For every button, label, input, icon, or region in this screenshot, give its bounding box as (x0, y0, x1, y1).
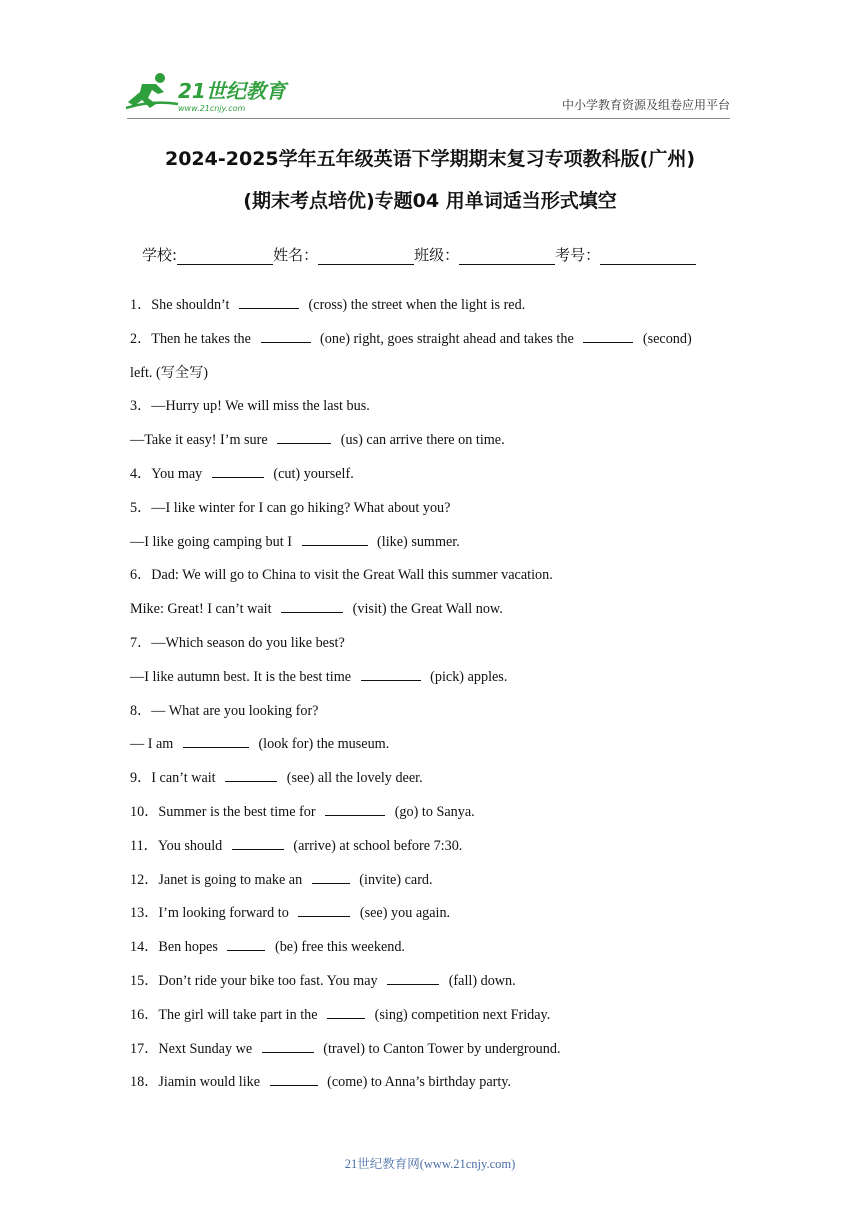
school-label: 学校: (142, 246, 178, 264)
question-line (130, 666, 730, 700)
question-line (130, 362, 730, 396)
question-text: (visit) the Great Wall now. (349, 601, 503, 618)
question-text: (sing) competition next Friday. (371, 1006, 551, 1023)
question-text: —I like autumn best. It is the best time (130, 668, 355, 685)
question-text: (like) summer. (373, 533, 460, 550)
question-line (130, 733, 730, 767)
question-line (130, 395, 730, 429)
question-text: (pick) apples. (426, 668, 508, 685)
question-text: 2．Then he takes the (130, 330, 255, 347)
answer-blank[interactable] (387, 970, 439, 985)
question-text: (see) all the lovely deer. (283, 770, 423, 787)
answer-blank[interactable] (327, 1004, 365, 1019)
question-line (130, 564, 730, 598)
header-divider (127, 118, 730, 119)
question-line (130, 632, 730, 666)
question-text: 16．The girl will take part in the (130, 1006, 322, 1023)
logo (122, 70, 292, 114)
question-line (130, 497, 730, 531)
question-text: (go) to Sanya. (391, 803, 475, 820)
answer-blank[interactable] (225, 767, 277, 782)
number-label: 考号： (555, 246, 601, 264)
number-field[interactable] (600, 246, 696, 265)
answer-blank[interactable] (583, 328, 633, 343)
question-text: (second) (639, 330, 692, 347)
question-text: (us) can arrive there on time. (337, 432, 505, 449)
answer-blank[interactable] (277, 429, 331, 444)
answer-blank[interactable] (261, 328, 311, 343)
question-line (130, 531, 730, 565)
question-line (130, 1071, 730, 1105)
question-text: (one) right, goes straight ahead and takes the (316, 330, 578, 347)
answer-blank[interactable] (239, 294, 299, 309)
question-text: 17．Next Sunday we (130, 1040, 256, 1057)
answer-blank[interactable] (227, 936, 265, 951)
question-text: 4．You may (130, 465, 206, 482)
platform-label: 中小学教育资源及组卷应用平台 (561, 98, 730, 112)
name-field[interactable] (318, 246, 414, 265)
question-text: (see) you again. (356, 905, 451, 922)
answer-blank[interactable] (232, 835, 284, 850)
question-text: left. (写全写) (130, 364, 209, 381)
answer-blank[interactable] (298, 902, 350, 917)
question-text: (invite) card. (355, 871, 433, 888)
question-text: (look for) the museum. (254, 736, 390, 753)
answer-blank[interactable] (270, 1071, 318, 1086)
page-title-line2: (期末考点培优)专题04 用单词适当形式填空 (243, 190, 617, 212)
answer-blank[interactable] (281, 598, 343, 613)
answer-blank[interactable] (183, 733, 249, 748)
question-line (130, 429, 730, 463)
runner-icon (126, 73, 178, 108)
question-text: 8．— What are you looking for? (130, 702, 319, 719)
question-text: — I am (130, 736, 177, 753)
question-text: 11．You should (130, 837, 226, 854)
answer-blank[interactable] (361, 666, 421, 681)
question-text: —Take it easy! I’m sure (130, 432, 272, 449)
question-line (130, 902, 730, 936)
question-text: (cross) the street when the light is red. (305, 297, 526, 313)
answer-blank[interactable] (325, 801, 385, 816)
logo-text: 21世纪教育 (178, 79, 286, 103)
school-field[interactable] (177, 246, 273, 265)
question-line (130, 598, 730, 632)
question-text: (fall) down. (445, 972, 516, 989)
question-text: (come) to Anna’s birthday party. (323, 1074, 512, 1091)
question-line (130, 869, 730, 903)
question-text: 1．She shouldn’t (130, 297, 233, 313)
question-text: 13．I’m looking forward to (130, 905, 293, 922)
question-line (130, 1004, 730, 1038)
question-text: —I like going camping but I (130, 533, 296, 550)
student-info-row (142, 244, 696, 265)
question-text: 6．Dad: We will go to China to visit the Great Wall this summer vacation. (130, 567, 553, 584)
answer-blank[interactable] (312, 869, 350, 884)
question-text: (arrive) at school before 7:30. (289, 837, 463, 854)
question-text: 5．—I like winter for I can go hiking? What about you? (130, 499, 451, 516)
question-text: 10．Summer is the best time for (130, 803, 320, 820)
answer-blank[interactable] (302, 531, 368, 546)
question-line (130, 835, 730, 869)
question-text: 3．—Hurry up! We will miss the last bus. (130, 398, 370, 415)
page-title-line1: 2024-2025学年五年级英语下学期期末复习专项教科版(广州) (164, 148, 696, 170)
logo-url: www.21cnjy.com (178, 104, 246, 113)
question-line (130, 970, 730, 1004)
name-label: 姓名： (273, 246, 319, 264)
question-text: (travel) to Canton Tower by underground. (319, 1040, 561, 1057)
question-list (130, 294, 730, 1105)
question-line (130, 700, 730, 734)
question-text: 12．Janet is going to make an (130, 871, 306, 888)
question-line (130, 936, 730, 970)
question-line (130, 294, 730, 328)
question-line (130, 767, 730, 801)
answer-blank[interactable] (262, 1038, 314, 1053)
footer-text: 21世纪教育网(www.21cnjy.com) (344, 1157, 516, 1171)
question-text: 9．I can’t wait (130, 770, 220, 787)
question-text: Mike: Great! I can’t wait (130, 601, 276, 618)
question-text: (cut) yourself. (269, 465, 354, 482)
question-text: 7．—Which season do you like best? (130, 634, 345, 651)
question-text: 14．Ben hopes (130, 939, 222, 956)
question-text: 15．Don’t ride your bike too fast. You may (130, 972, 382, 989)
answer-blank[interactable] (212, 463, 264, 478)
question-line (130, 463, 730, 497)
question-line (130, 1038, 730, 1072)
question-text: (be) free this weekend. (271, 939, 405, 956)
class-label: 班级： (414, 246, 460, 264)
class-field[interactable] (459, 246, 555, 265)
question-text: 18．Jiamin would like (130, 1074, 264, 1091)
question-line (130, 328, 730, 362)
question-line (130, 801, 730, 835)
